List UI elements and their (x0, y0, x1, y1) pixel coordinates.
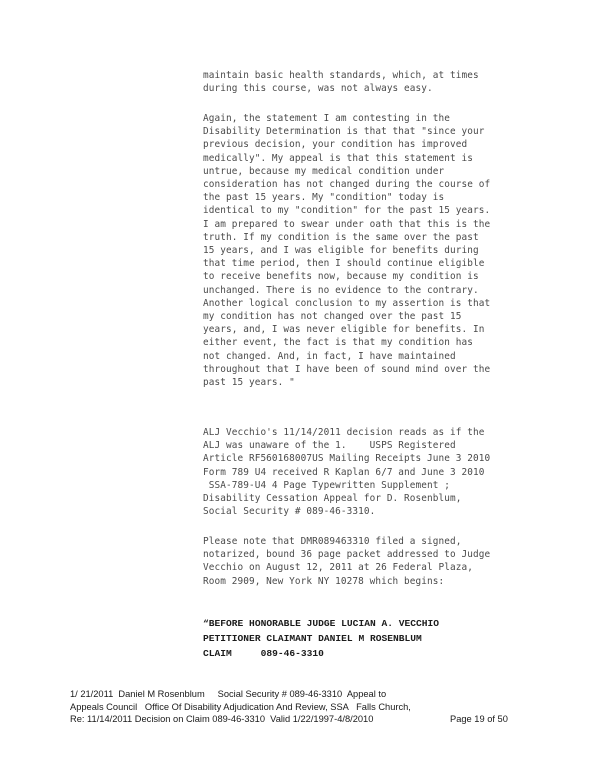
footer-line-1: 1/ 21/2011 Daniel M Rosenblum Social Security # 089-46-3310 Appeal to (70, 689, 387, 699)
text-line: 15 years, and I was eligible for benefits during (203, 245, 479, 257)
text-line: Article RF560168007US Mailing Receipts June 3 2010 (203, 453, 491, 465)
text-line: Vecchio on August 12, 2011 at 26 Federal Plaza, (203, 562, 473, 574)
footer-line-2: Appeals Council Office Of Disability Adjudication And Review, SSA Falls Church, (70, 701, 411, 712)
text-line: during this course, was not always easy. (203, 83, 433, 95)
text-line: ALJ Vecchio's 11/14/2011 decision reads as if the (203, 427, 485, 438)
text-line: previous decision, your condition has improved (203, 139, 468, 151)
text-line: I am prepared to swear under oath that this is the (203, 218, 491, 230)
text-line: years, and, I was never eligible for benefits. In (203, 324, 485, 336)
quote-line: “BEFORE HONORABLE JUDGE LUCIAN A. VECCHIO (203, 618, 440, 629)
text-line: Disability Cessation Appeal for D. Rosenblum, (203, 493, 462, 505)
text-line: unchanged. There is no evidence to the contrary. (203, 284, 479, 296)
text-line: the past 15 years. My "condition" today is (203, 192, 445, 204)
text-line: Please note that DMR089463310 filed a signed, (203, 536, 462, 547)
paragraph-appeal-statement (203, 112, 533, 389)
footer-line-3-text: Re: 11/14/2011 Decision on Claim 089-46-3310 Valid 1/22/1997-4/8/2010 (70, 714, 374, 724)
text-line: untrue, because my medical condition under (203, 165, 445, 177)
text-line: Social Security # 089-46-3310. (203, 506, 376, 518)
text-line: ALJ was unaware of the 1. USPS Registered (203, 440, 456, 452)
text-line: either event, the fact is that my condition has (203, 337, 473, 349)
bold-quote-block (203, 617, 533, 661)
page-number: Page 19 of 50 (450, 714, 508, 724)
text-line: Disability Determination is that that "since your (203, 126, 485, 138)
text-line: past 15 years. " (203, 377, 295, 389)
paragraph-alj-decision (203, 426, 533, 518)
footer-line-3 (70, 713, 540, 726)
text-line: maintain basic health standards, which, at times (203, 70, 479, 81)
text-line: identical to my "condition" for the past 15 years. (203, 205, 491, 217)
text-line: throughout that I have been of sound mind over the (203, 363, 491, 375)
text-line: notarized, bound 36 page packet addressed to Judge (203, 549, 491, 561)
text-line: Form 789 U4 received R Kaplan 6/7 and June 3 2010 (203, 466, 485, 478)
text-line: not changed. And, in fact, I have maintained (203, 350, 456, 362)
text-line: Again, the statement I am contesting in the (203, 113, 451, 124)
quote-line: PETITIONER CLAIMANT DANIEL M ROSENBLUM (203, 632, 422, 644)
page-footer (70, 688, 540, 726)
paragraph-packet-note (203, 535, 533, 588)
text-line: consideration has not changed during the course of (203, 179, 491, 191)
text-line: to receive benefits now, because my condition is (203, 271, 479, 283)
text-line: Another logical conclusion to my assertion is that (203, 297, 491, 309)
quote-line: CLAIM 089-46-3310 (203, 647, 324, 659)
paragraph-health-standards (203, 69, 533, 95)
text-line: that time period, then I should continue eligible (203, 258, 485, 270)
text-line: Room 2909, New York NY 10278 which begins: (203, 575, 445, 587)
text-line: SSA-789-U4 4 Page Typewritten Supplement ; (203, 479, 451, 491)
text-line: medically". My appeal is that this statement is (203, 152, 473, 164)
text-line: my condition has not changed over the past 15 (203, 311, 462, 323)
text-line: truth. If my condition is the same over the past (203, 231, 479, 243)
